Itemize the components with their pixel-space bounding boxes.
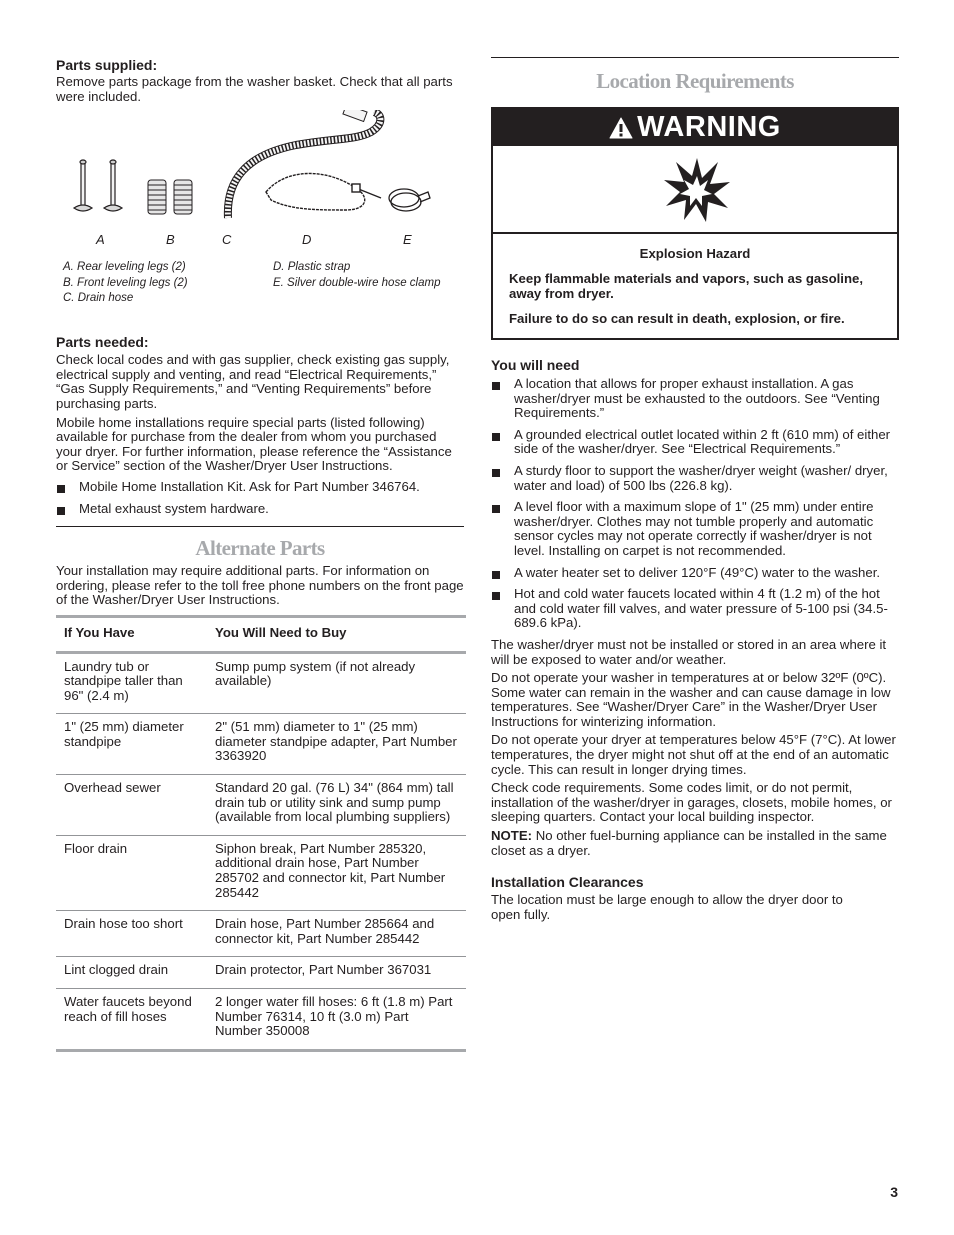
- table-row: [56, 775, 466, 836]
- table-header-row: [56, 616, 466, 652]
- alternate-parts-table: [56, 615, 466, 1052]
- table-row: [56, 911, 466, 957]
- explosion-icon: [662, 154, 732, 224]
- table-cell: Drain hose too short: [64, 916, 183, 932]
- you-will-need-heading: You will need: [491, 357, 580, 373]
- list-item: A location that allows for proper exhaust installation. A gas washer/dryer must be exhausted to the outdoors. See “Venting Requirements.”: [491, 377, 899, 421]
- figure-label-a: A: [96, 232, 105, 248]
- table-cell: 2 longer water fill hoses: 6 ft (1.8 m) Part Number 76314, 10 ft (3.0 m) Part Number 350008: [215, 994, 453, 1039]
- list-item: A sturdy floor to support the washer/dryer weight (washer/ dryer, water and load) of 500 lbs (226.8 kg).: [491, 464, 899, 493]
- table-cell: Water faucets beyond reach of fill hoses: [64, 994, 192, 1024]
- figure-label-e: E: [403, 232, 412, 248]
- front-leveling-legs-illustration: [148, 180, 192, 214]
- figure-label-b: B: [166, 232, 175, 248]
- warning-triangle-icon: [609, 117, 633, 139]
- figure-legend-left: [63, 260, 188, 307]
- section-divider: [491, 57, 899, 58]
- list-item: Hot and cold water faucets located within 4 ft (1.2 m) of the hot and cold water fill valves, and water pressure of 5-100 psi (34.5-689.6 kPa).: [491, 587, 899, 631]
- table-row: [56, 957, 466, 989]
- right-column: [491, 57, 899, 922]
- table-cell: 1" (25 mm) diameter standpipe: [64, 719, 184, 749]
- hazard-title: Explosion Hazard: [639, 246, 751, 261]
- warning-header: [493, 109, 897, 146]
- table-cell: Overhead sewer: [64, 780, 161, 796]
- table-cell: Standard 20 gal. (76 L) 34" (864 mm) tall drain tub or utility sink and sump pump (available from local plumbing suppliers): [215, 780, 454, 825]
- table-cell: Drain hose, Part Number 285664 and connector kit, Part Number 285442: [215, 916, 435, 946]
- list-item: Mobile Home Installation Kit. Ask for Part Number 346764.: [56, 480, 464, 495]
- list-item: A water heater set to deliver 120°F (49°C) water to the washer.: [491, 566, 899, 581]
- table-cell: 2" (51 mm) diameter to 1" (25 mm) diameter standpipe adapter, Part Number 3363920: [215, 719, 457, 764]
- drain-hose-illustration: [228, 110, 381, 218]
- you-will-need-list: [491, 377, 899, 631]
- hose-clamp-illustration: [389, 189, 430, 211]
- parts-figure: [56, 110, 464, 320]
- parts-needed-list: [56, 480, 464, 516]
- list-item: Metal exhaust system hardware.: [56, 502, 464, 517]
- list-item: A grounded electrical outlet located within 2 ft (610 mm) of either side of the washer/dryer. See “Electrical Requirements.”: [491, 428, 899, 457]
- warning-line: Failure to do so can result in death, explosion, or fire.: [509, 310, 845, 326]
- list-item: A level floor with a maximum slope of 1" (25 mm) under entire washer/dryer. Clothes may not tumble properly and automatic sensor cycles may not operate correctly if washer/dryer is not level. Installing on carpet is not recommended.: [491, 500, 899, 558]
- parts-illustration: [56, 110, 464, 240]
- table-row: [56, 652, 466, 714]
- figure-label-c: C: [222, 232, 232, 248]
- parts-supplied-text: Remove parts package from the washer basket. Check that all parts were included.: [56, 74, 453, 104]
- section-divider: [56, 526, 464, 527]
- warning-icon-area: [493, 146, 897, 234]
- legend-item: B. Front leveling legs (2): [63, 276, 188, 289]
- table-cell: Drain protector, Part Number 367031: [215, 962, 432, 978]
- column-header: If You Have: [64, 624, 135, 640]
- legend-item: E. Silver double-wire hose clamp: [273, 276, 441, 289]
- location-paragraph: Do not operate your dryer at temperatures below 45°F (7°C). At lower temperatures, the dryer might not shut off at the end of an automatic cycle. This can result in longer drying times.: [491, 732, 896, 777]
- rear-leveling-legs-illustration: [74, 160, 122, 211]
- warning-line: Keep flammable materials and vapors, such as gasoline, away from dryer.: [509, 270, 864, 301]
- alternate-parts-intro: Your installation may require additional parts. For information on ordering, please refer to the toll free phone numbers on the front page of the Washer/Dryer User Instructions.: [56, 563, 464, 608]
- warning-label: WARNING: [637, 111, 781, 144]
- figure-label-d: D: [302, 232, 312, 248]
- table-row: [56, 989, 466, 1051]
- page-number: 3: [890, 1184, 898, 1200]
- table-cell: Siphon break, Part Number 285320, additional drain hose, Part Number 285702 and connector kit, Part Number 285442: [215, 840, 446, 900]
- location-paragraph: Do not operate your washer in temperatures at or below 32ºF (0ºC). Some water can remain in the washer and can cause damage in low temperatures. See “Washer/Dryer Care” in the Washer/Dryer User Instructions for winterizing information.: [491, 670, 891, 729]
- parts-needed-paragraph: Mobile home installations require special parts (listed following) available for purchase from the dealer from whom you purchased your dryer. For further information, please reference the “Assistance or Service” section of the Washer/Dryer User Instructions.: [56, 414, 452, 474]
- table-cell: Laundry tub or standpipe taller than 96" (2.4 m): [64, 658, 183, 703]
- alternate-parts-title: Alternate Parts: [195, 536, 325, 561]
- parts-needed-paragraph: Check local codes and with gas supplier, check existing gas supply, electrical supply and venting, and read “Electrical Requirements,” “Gas Supply Requirements,” and “Venting Requirements” before purchasing parts.: [56, 352, 450, 411]
- legend-item: C. Drain hose: [63, 292, 134, 305]
- location-paragraph: Check code requirements. Some codes limit, or do not permit, installation of the washer/dryer in garages, closets, mobile homes, or sleeping quarters. Contact your local building inspector.: [491, 780, 892, 825]
- plastic-strap-illustration: [266, 174, 381, 211]
- warning-body: [493, 234, 897, 338]
- parts-needed-heading: Parts needed:: [56, 334, 149, 351]
- note-text: No other fuel-burning appliance can be installed in the same closet as a dryer.: [491, 828, 887, 858]
- installation-clearances-text: The location must be large enough to allow the dryer door to open fully.: [491, 892, 843, 922]
- legend-item: D. Plastic strap: [273, 261, 351, 274]
- figure-legend-right: [273, 260, 440, 291]
- column-header: You Will Need to Buy: [215, 624, 347, 640]
- note-paragraph: [491, 829, 899, 858]
- table-cell: Sump pump system (if not already available): [215, 658, 416, 689]
- location-requirements-title: Location Requirements: [596, 69, 794, 93]
- table-row: [56, 714, 466, 775]
- table-cell: Floor drain: [64, 840, 128, 856]
- legend-item: A. Rear leveling legs (2): [63, 261, 186, 274]
- left-column: [56, 57, 464, 1052]
- note-label: NOTE:: [491, 828, 533, 844]
- table-cell: Lint clogged drain: [64, 962, 169, 978]
- table-row: [56, 835, 466, 910]
- parts-supplied-heading: Parts supplied:: [56, 57, 158, 73]
- location-paragraph: The washer/dryer must not be installed or stored in an area where it will be exposed to water and/or weather.: [491, 636, 887, 667]
- warning-box: [491, 107, 899, 340]
- installation-clearances-heading: Installation Clearances: [491, 874, 644, 891]
